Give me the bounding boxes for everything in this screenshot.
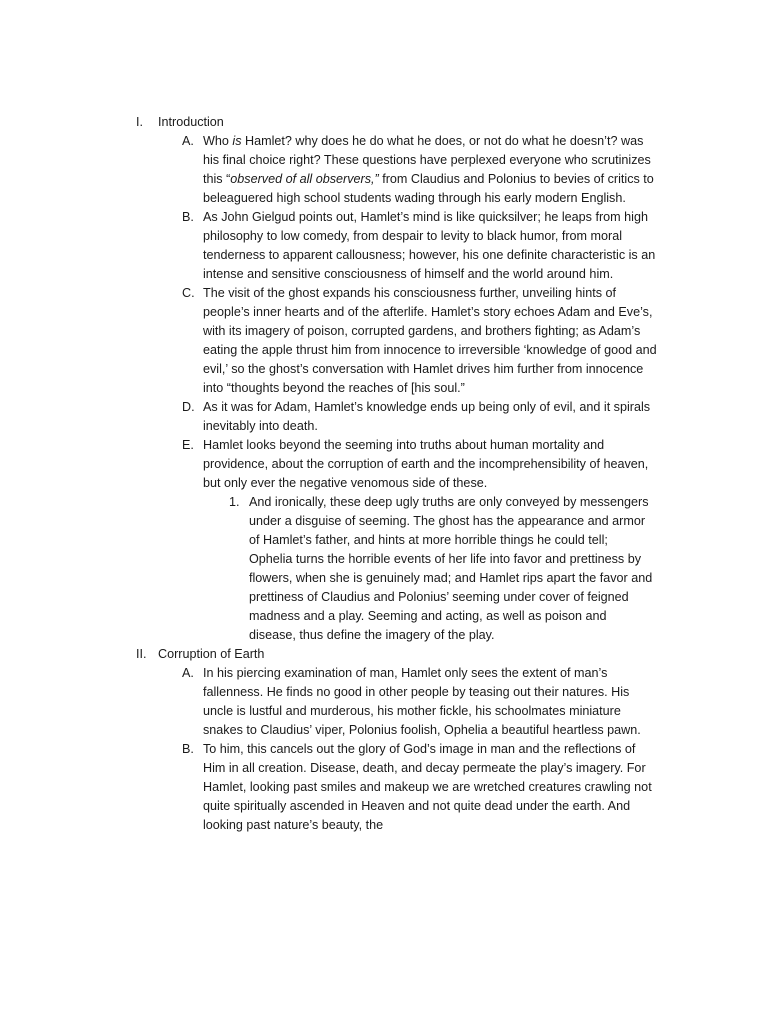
outline-item	[0, 398, 768, 436]
outline-subitem	[0, 493, 768, 645]
section-heading-row	[0, 113, 768, 132]
subitem-text: And ironically, these deep ugly truths are only conveyed by messengers under a disguise of seeming. The ghost has the appearance and armor of Hamlet’s father, and hints at more horrible things he could tell; Ophelia turns the horrible events of her life into favor and prettiness by flowers, when she is genuinely mad; and Hamlet rips apart the favor and prettiness of Claudius and Polonius’ seeming under cover of feigned madness and a play. Seeming and acting, as well as poison and disease, thus define the imagery of the play.	[249, 495, 653, 642]
outline-item	[0, 664, 768, 740]
italic-run: observed of all observers,”	[230, 172, 379, 186]
text-run: Hamlet? why does he do what he does, or not do what he doesn’t? was his final choice right? These questions have perplexed everyone who scrutinizes this “	[203, 134, 651, 186]
section-numeral: II.	[136, 647, 147, 661]
item-text: To him, this cancels out the glory of God’s image in man and the reflections of Him in all creation. Disease, death, and decay permeate the play’s imagery. For Hamlet, looking past smiles and makeup we are wretched creatures crawling not quite spiritually ascended in Heaven and not quite dead under the earth. And looking past nature’s beauty, the	[203, 742, 652, 832]
outline-item	[0, 436, 768, 493]
item-text: Hamlet looks beyond the seeming into truths about human mortality and providence, about the corruption of earth and the incomprehensibility of heaven, but only ever the negative venomous side of these.	[203, 438, 649, 490]
text-run: Who	[203, 134, 233, 148]
item-letter: A.	[182, 134, 194, 148]
item-text	[203, 132, 658, 208]
item-letter: C.	[182, 286, 195, 300]
section-heading: Corruption of Earth	[158, 647, 265, 661]
text-run: from Claudius and Polonius to bevies of critics to beleaguered high school students wading through his early modern English.	[203, 172, 654, 205]
section-heading-row	[0, 645, 768, 664]
item-text: As it was for Adam, Hamlet’s knowledge ends up being only of evil, and it spirals inevitably into death.	[203, 400, 651, 433]
subitem-number: 1.	[229, 495, 240, 509]
section-corruption-of-earth	[0, 645, 768, 835]
item-letter: D.	[182, 400, 195, 414]
section-numeral: I.	[136, 115, 143, 129]
outline-item	[0, 740, 768, 835]
item-text: The visit of the ghost expands his consciousness further, unveiling hints of people’s inner hearts and of the afterlife. Hamlet’s story echoes Adam and Eve’s, with its imagery of poison, corrupted gardens, and brothers fighting; as Adam’s eating the apple thrust him from innocence to irreversible ‘knowledge of good and evil,’ so the ghost’s conversation with Hamlet drives him further from innocence into “thoughts beyond the reaches of [his soul.”	[203, 286, 657, 395]
item-letter: A.	[182, 666, 194, 680]
outline-item	[0, 284, 768, 398]
item-letter: B.	[182, 210, 194, 224]
section-heading: Introduction	[158, 115, 224, 129]
outline	[0, 113, 768, 835]
italic-run: is	[232, 134, 242, 148]
item-text: In his piercing examination of man, Hamlet only sees the extent of man’s fallenness. He finds no good in other people by teasing out their natures. His uncle is lustful and murderous, his mother fickle, his schoolmates miniature snakes to Claudius’ viper, Polonius foolish, Ophelia a beautiful heartless pawn.	[203, 666, 641, 737]
item-text: As John Gielgud points out, Hamlet’s mind is like quicksilver; he leaps from high philosophy to low comedy, from despair to levity to black humor, from moral tenderness to apparent callousness; however, his one definite characteristic is an intense and sensitive consciousness of himself and the world around him.	[203, 210, 656, 281]
item-letter: B.	[182, 742, 194, 756]
outline-item	[0, 208, 768, 284]
outline-item	[0, 132, 768, 208]
item-letter: E.	[182, 438, 194, 452]
section-introduction	[0, 113, 768, 645]
